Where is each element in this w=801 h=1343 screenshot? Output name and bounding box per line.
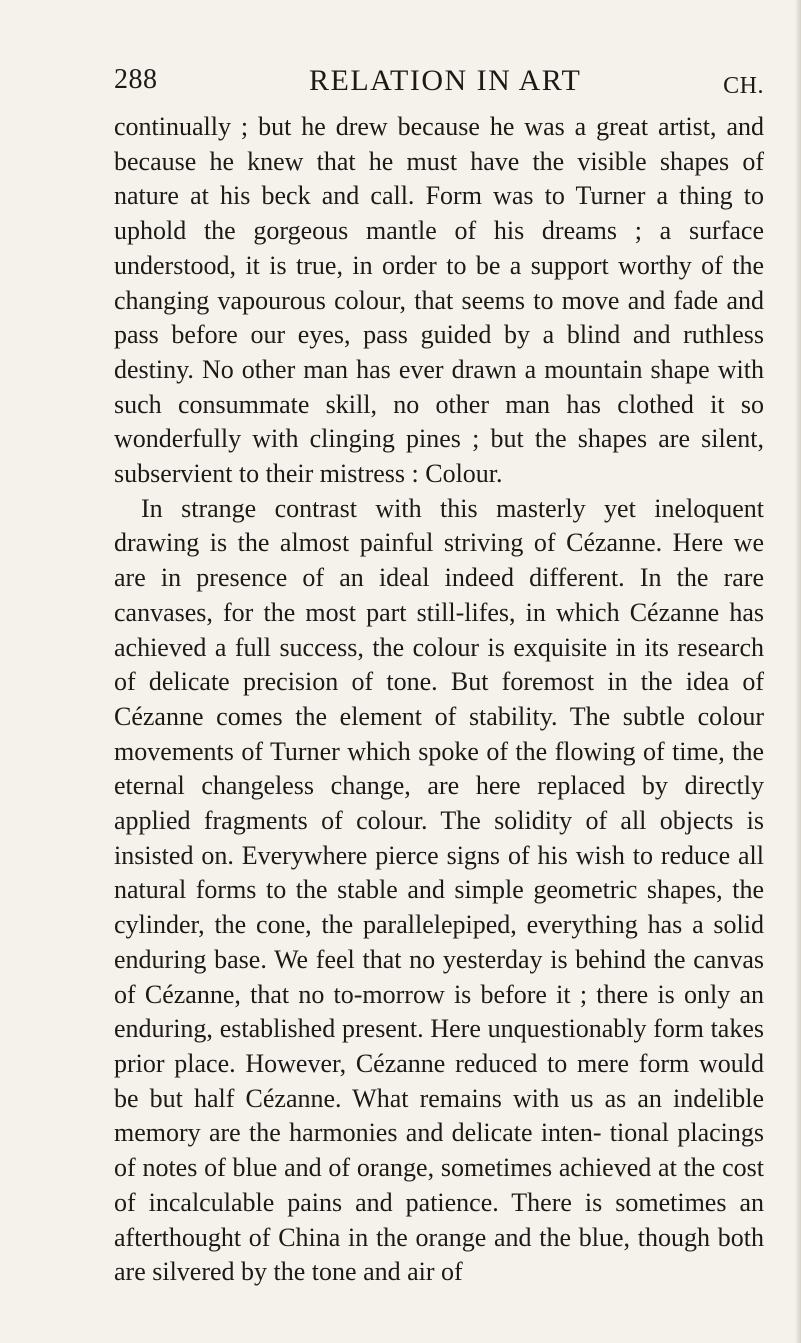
chapter-mark: CH. [723,73,764,99]
paragraph-continued: continually ; but he drew because he was a great artist, and because he knew that he must have the visible shapes of nature at his beck and call. Form was to Turner a thing to uphold the gorgeous mantle of his dreams ; a surface understood, it is true, in order to be a support worthy of the changing vapourous colour, that seems to move and fade and pass before our eyes, pass guided by a blind and ruthless destiny. No other man has ever drawn a mountain shape with such consummate skill, no other man has clothed it so wonderfully with clinging pines ; but the shapes are silent, subservient to their mistress : Colour. [114,112,764,489]
body-text [114,110,764,1290]
page-number: 288 [114,64,158,95]
paragraph-cezanne: In strange contrast with this masterly yet ineloquent drawing is the almost painful striving of Cézanne. Here we are in presence of an ideal indeed different. In the rare canvases, for the most part still-lifes, in which Cézanne has achieved a full success, the colour is exquisite in its research of delicate precision of tone. But foremost in the idea of Cézanne comes the element of stability. The subtle colour movements of Turner which spoke of the flowing of time, the eternal changeless change, are here replaced by directly applied fragments of colour. The solidity of all objects is insisted on. Everywhere pierce signs of his wish to reduce all natural forms to the stable and simple geometric shapes, the cylinder, the cone, the parallelepiped, everything has a solid enduring base. We feel that no yesterday is behind the canvas of Cézanne, that no to-morrow is before it ; there is only an enduring, established present. Here unquestionably form takes prior place. However, Cézanne reduced to mere form would be but half Cézanne. What remains with us as an indelible memory are the harmonies and delicate inten- tional placings of notes of blue and of orange, sometimes achieved at the cost of incalculable pains and patience. There is sometimes an afterthought of China in the orange and the blue, though both are silvered by the tone and air of [114,493,764,1287]
page-edge-shadow [795,0,801,1343]
running-title: RELATION IN ART [309,64,582,97]
running-head [114,64,764,104]
